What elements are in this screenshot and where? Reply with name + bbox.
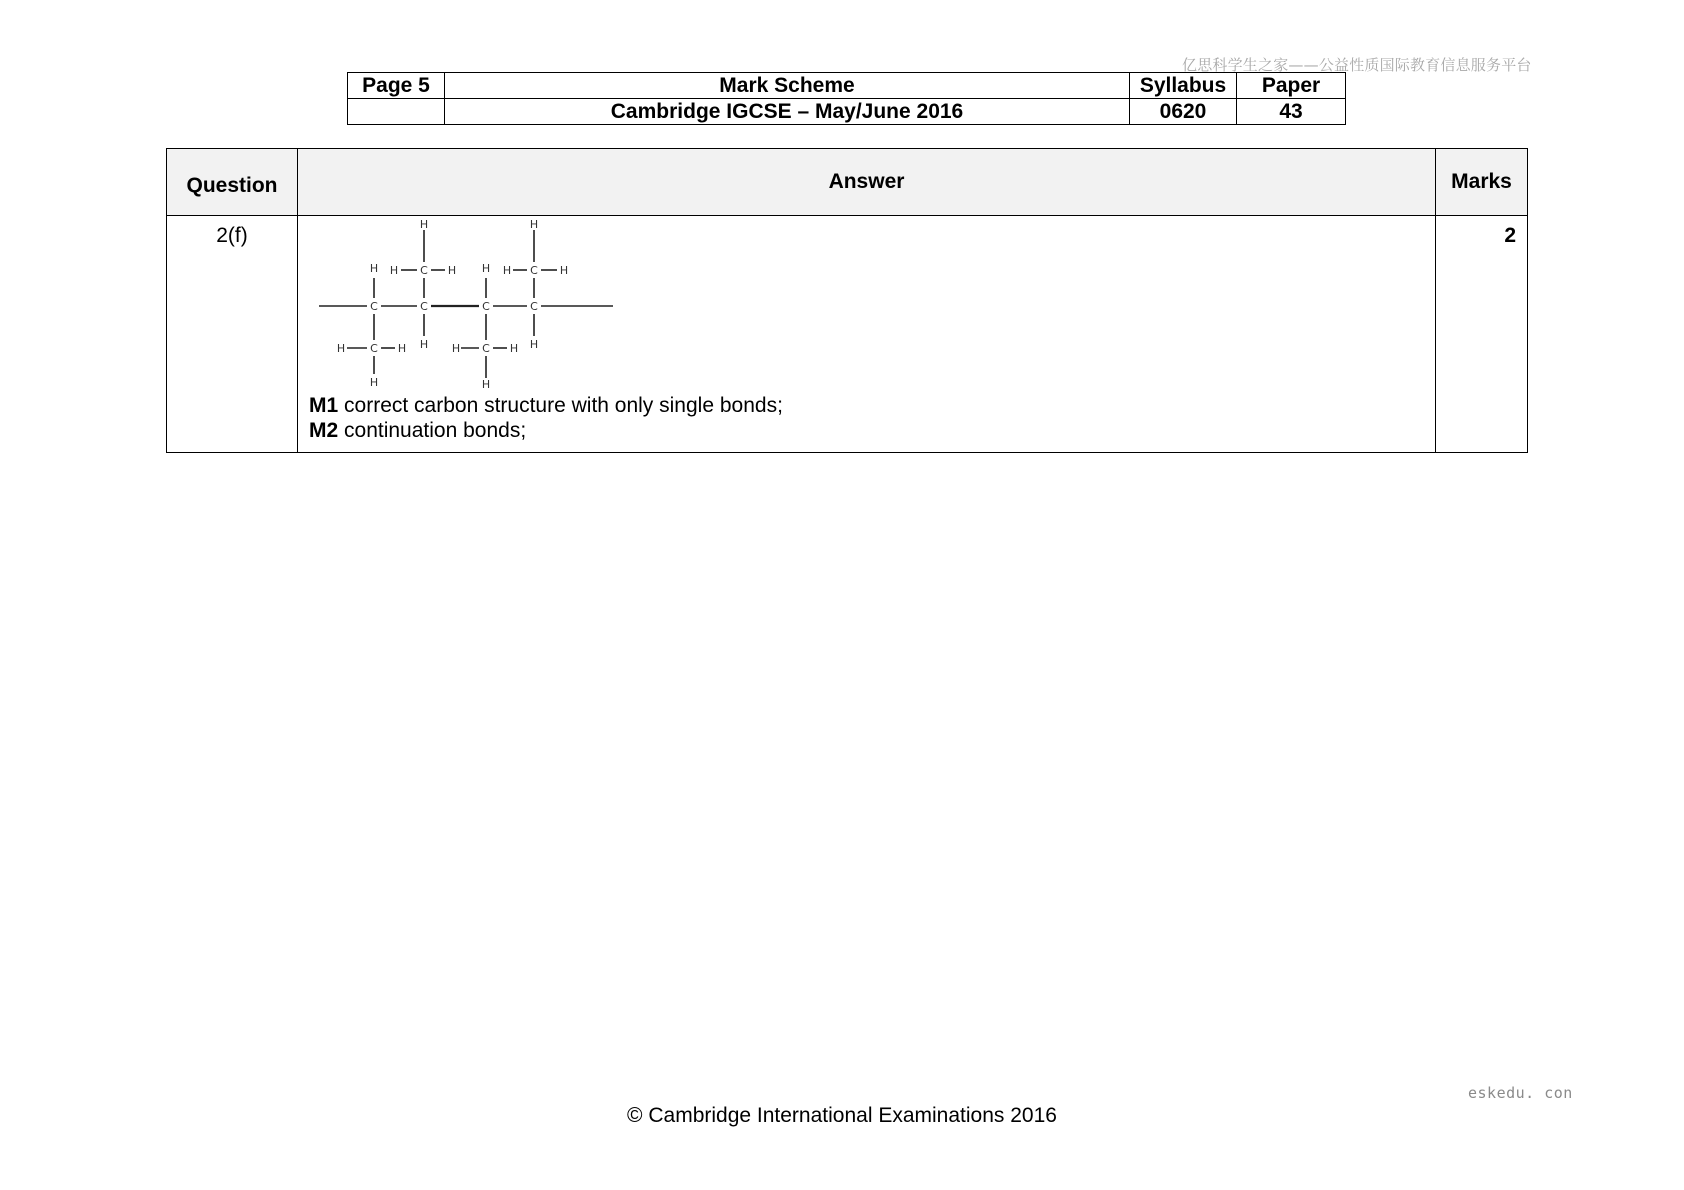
footer-copyright: © Cambridge International Examinations 2016 <box>627 1104 1057 1127</box>
hydrogen-atom: H <box>397 342 407 355</box>
document-title: Mark Scheme <box>445 73 1130 99</box>
carbon-atom: C <box>420 300 428 313</box>
hydrogen-atom: H <box>369 262 379 275</box>
hydrogen-atom: H <box>389 264 399 277</box>
paper-label: Paper <box>1237 73 1346 99</box>
paper-number: 43 <box>1237 99 1346 125</box>
hydrogen-atom: H <box>419 338 429 351</box>
page-label: Page 5 <box>348 73 445 99</box>
carbon-atom: C <box>370 342 378 355</box>
hydrogen-atom: H <box>509 342 519 355</box>
m1-label: M1 <box>309 394 339 417</box>
marks-header: Marks <box>1436 149 1528 216</box>
hydrogen-atom: H <box>481 262 491 275</box>
carbon-atom: C <box>482 300 490 313</box>
carbon-atom: C <box>530 264 538 277</box>
hydrogen-atom: H <box>369 376 379 389</box>
table-row <box>167 216 1528 453</box>
hydrogen-atom: H <box>419 218 429 231</box>
question-header: Question <box>167 149 298 216</box>
carbon-atom: C <box>370 300 378 313</box>
hydrogen-atom: H <box>451 342 461 355</box>
m2-label: M2 <box>309 419 339 442</box>
hydrogen-atom: H <box>447 264 457 277</box>
answer-cell <box>298 216 1436 453</box>
header-table <box>347 72 1346 125</box>
mark-point-m1 <box>309 393 1435 418</box>
m1-text: correct carbon structure with only single bonds; <box>338 394 783 417</box>
syllabus-label: Syllabus <box>1130 73 1237 99</box>
hydrogen-atom: H <box>481 378 491 391</box>
hydrogen-atom: H <box>529 218 539 231</box>
site-watermark: eskedu. con <box>1468 1084 1573 1102</box>
hydrogen-atom: H <box>502 264 512 277</box>
carbon-atom: C <box>530 300 538 313</box>
carbon-atom: C <box>482 342 490 355</box>
hydrogen-atom: H <box>529 338 539 351</box>
page-blank <box>348 99 445 125</box>
syllabus-code: 0620 <box>1130 99 1237 125</box>
answer-header: Answer <box>298 149 1436 216</box>
exam-subtitle: Cambridge IGCSE – May/June 2016 <box>445 99 1130 125</box>
hydrogen-atom: H <box>559 264 569 277</box>
hydrogen-atom: H <box>336 342 346 355</box>
mark-scheme-table <box>166 148 1528 453</box>
watermark: 亿思科学生之家——公益性质国际教育信息服务平台 <box>1182 56 1532 74</box>
carbon-atom: C <box>420 264 428 277</box>
polymer-structure-diagram <box>319 218 619 393</box>
m2-text: continuation bonds; <box>338 419 527 442</box>
question-number: 2(f) <box>167 216 298 453</box>
marks-value: 2 <box>1436 216 1528 453</box>
mark-point-m2 <box>309 418 1435 443</box>
